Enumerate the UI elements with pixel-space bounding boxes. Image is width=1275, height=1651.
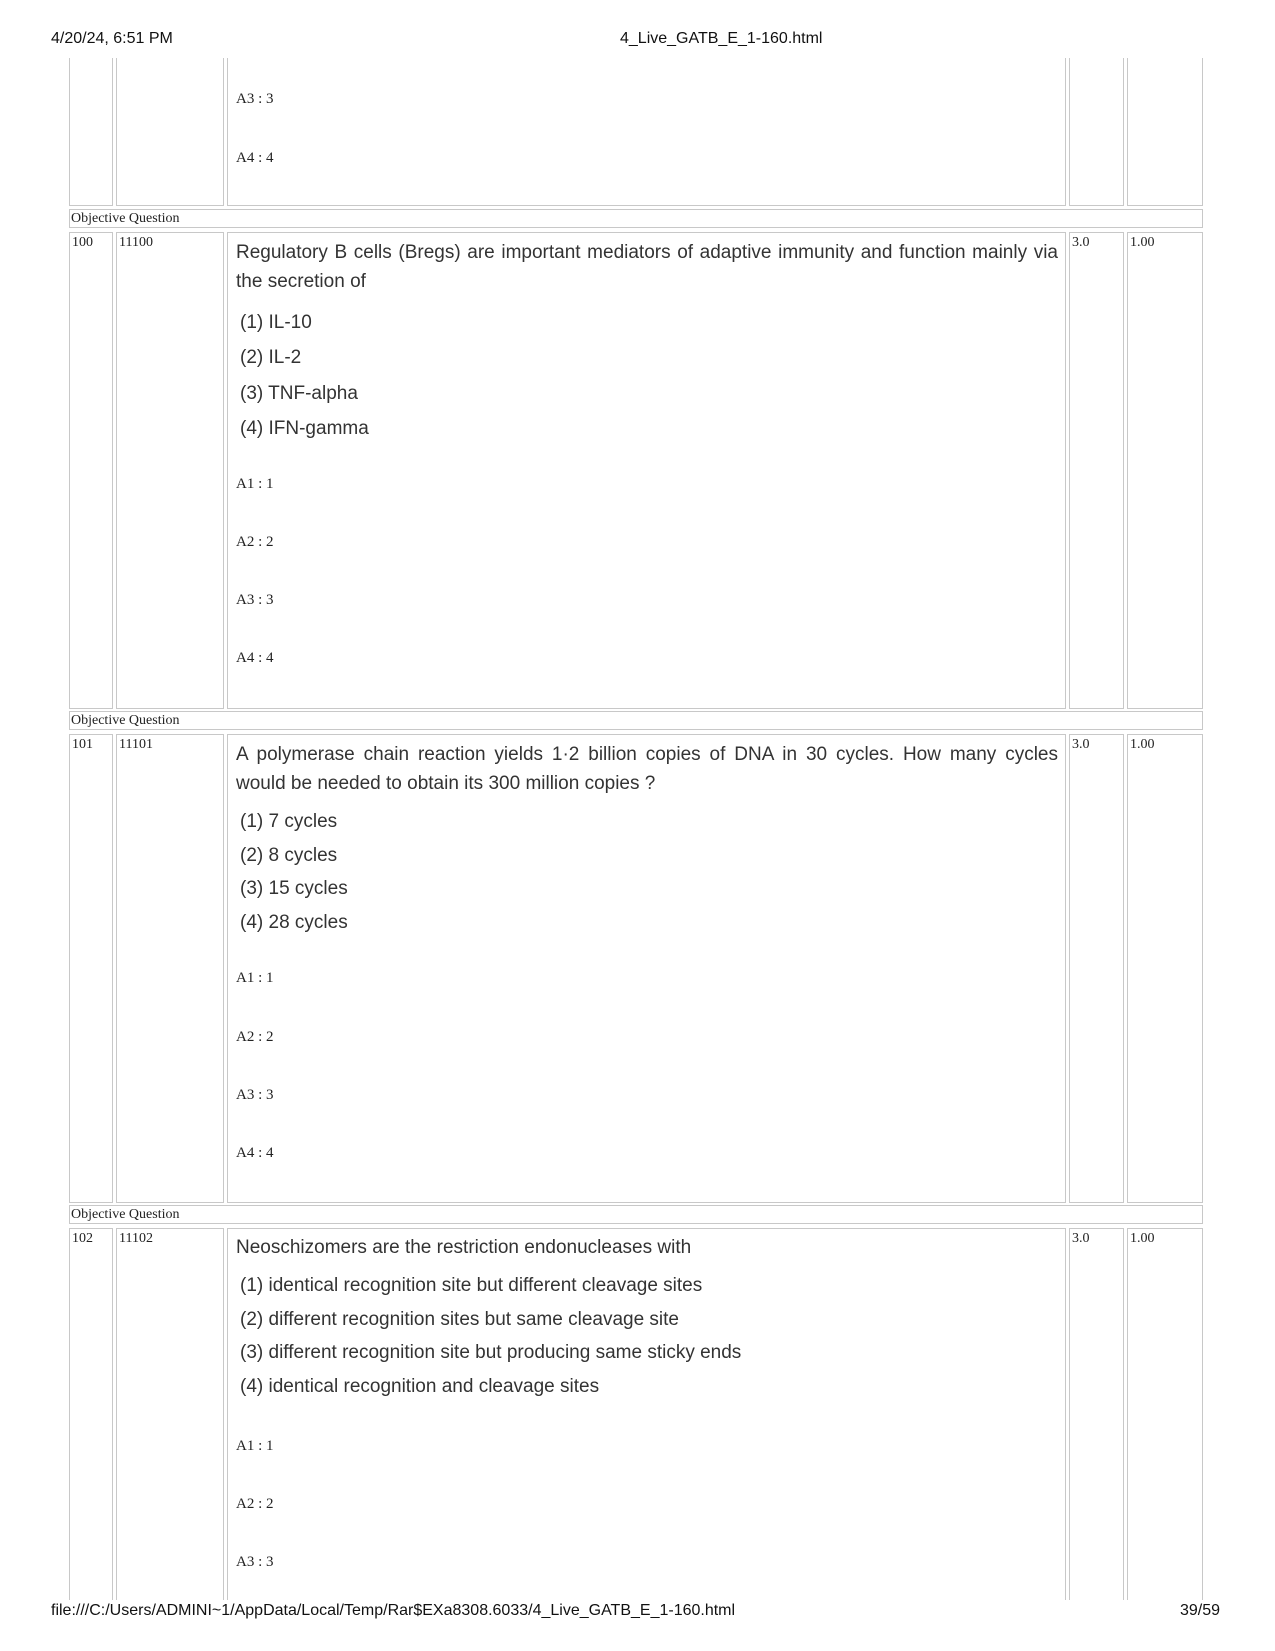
fragment-number-cell <box>69 58 113 206</box>
question-option: (1) 7 cycles <box>240 811 338 832</box>
fragment-question-cell <box>227 58 1066 206</box>
question-negative-marks: 1.00 <box>1127 734 1203 1203</box>
answer-option: A1 : 1 <box>236 970 274 986</box>
print-datetime: 4/20/24, 6:51 PM <box>51 30 173 47</box>
section-label: Objective Question <box>69 1205 1203 1224</box>
question-option: (2) different recognition sites but same cleavage site <box>240 1309 679 1330</box>
question-option: (3) 15 cycles <box>240 878 348 899</box>
fragment-marks-cell <box>1069 58 1124 206</box>
question-marks: 3.0 <box>1069 232 1124 709</box>
section-label: Objective Question <box>69 209 1203 228</box>
print-title: 4_Live_GATB_E_1-160.html <box>620 30 823 47</box>
question-option: (4) IFN-gamma <box>240 418 369 439</box>
answer-option: A3 : 3 <box>236 1087 274 1103</box>
question-id: 11101 <box>116 734 224 1203</box>
question-body-cell <box>227 232 1066 709</box>
answer-option: A4 : 4 <box>236 150 274 166</box>
answer-option: A4 : 4 <box>236 1145 274 1161</box>
print-file-path: file:///C:/Users/ADMINI~1/AppData/Local/Temp/Rar$EXa8308.6033/4_Live_GATB_E_1-160.html <box>51 1602 736 1619</box>
answer-option: A4 : 4 <box>236 650 274 666</box>
question-option: (1) IL-10 <box>240 312 312 333</box>
answer-option: A2 : 2 <box>236 1029 274 1045</box>
question-id: 11102 <box>116 1228 224 1600</box>
question-option: (4) identical recognition and cleavage sites <box>240 1376 600 1397</box>
question-option: (2) IL-2 <box>240 347 302 368</box>
answer-option: A3 : 3 <box>236 1554 274 1570</box>
question-option: (2) 8 cycles <box>240 845 338 866</box>
question-stem: A polymerase chain reaction yields 1·2 billion copies of DNA in 30 cycles. How many cycles would be needed to obtain its 300 million copies ? <box>236 744 1058 794</box>
question-stem: Neoschizomers are the restriction endonucleases with <box>236 1237 692 1258</box>
question-option: (4) 28 cycles <box>240 912 348 933</box>
question-marks: 3.0 <box>1069 1228 1124 1600</box>
question-stem: Regulatory B cells (Bregs) are important mediators of adaptive immunity and function mainly via the secretion of <box>236 242 1058 292</box>
section-label: Objective Question <box>69 711 1203 730</box>
question-marks: 3.0 <box>1069 734 1124 1203</box>
question-option: (1) identical recognition site but different cleavage sites <box>240 1275 703 1296</box>
question-body-cell <box>227 734 1066 1203</box>
answer-option: A2 : 2 <box>236 1496 274 1512</box>
question-id: 11100 <box>116 232 224 709</box>
question-negative-marks: 1.00 <box>1127 232 1203 709</box>
question-negative-marks: 1.00 <box>1127 1228 1203 1600</box>
question-number: 102 <box>69 1228 113 1600</box>
answer-option: A2 : 2 <box>236 534 274 550</box>
question-option: (3) TNF-alpha <box>240 383 358 404</box>
fragment-id-cell <box>116 58 224 206</box>
answer-option: A3 : 3 <box>236 91 274 107</box>
answer-option: A1 : 1 <box>236 476 274 492</box>
answer-option: A1 : 1 <box>236 1438 274 1454</box>
question-number: 101 <box>69 734 113 1203</box>
page-number: 39/59 <box>1180 1602 1221 1619</box>
answer-option: A3 : 3 <box>236 592 274 608</box>
question-number: 100 <box>69 232 113 709</box>
fragment-negative-cell <box>1127 58 1203 206</box>
question-option: (3) different recognition site but producing same sticky ends <box>240 1342 742 1363</box>
